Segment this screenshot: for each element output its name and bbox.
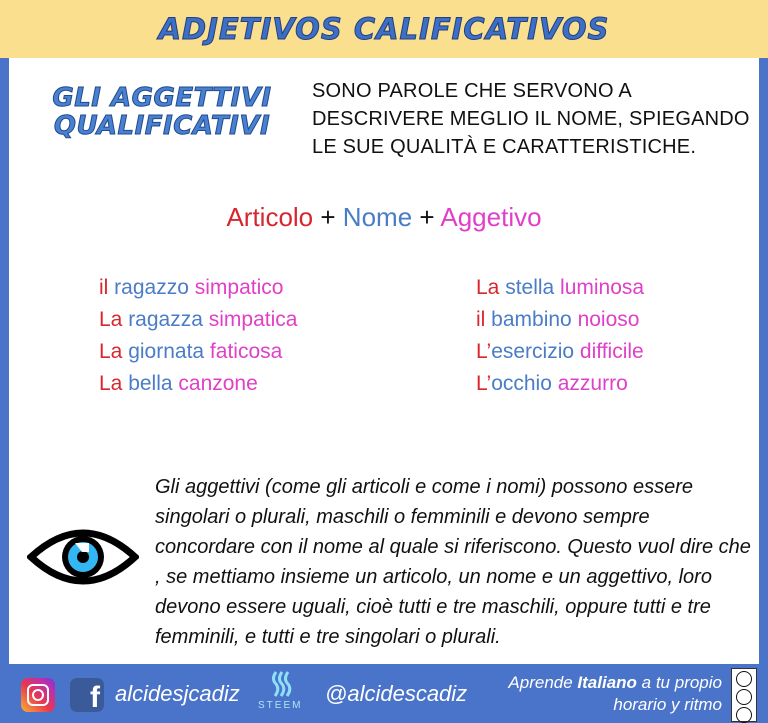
steem-label: STEEM (258, 700, 303, 711)
example-article: il (476, 308, 486, 331)
side-title-line1: GLI AGGETTIVI (52, 83, 272, 113)
formula-articolo: Articolo (226, 202, 314, 232)
slogan-line1: Aprende Italiano a tu propio (508, 673, 722, 692)
definition-text: SONO PAROLE CHE SERVONO A DESCRIVERE MEGLIO IL NOME, SPIEGANDO LE SUE QUALITÀ E CARATTERISTICHE. (312, 80, 750, 158)
example-row (99, 304, 297, 336)
example-row (476, 304, 644, 336)
example-noun: stella (499, 276, 555, 299)
example-article: La (99, 308, 123, 331)
facebook-icon[interactable]: f (70, 678, 104, 712)
content-card (9, 58, 759, 664)
slogan (476, 672, 722, 716)
example-article: L’ (476, 372, 492, 395)
example-adjective: azzurro (551, 372, 628, 395)
examples-left (99, 272, 297, 400)
example-adjective: simpatico (188, 276, 284, 299)
formula-nome: Nome (342, 202, 413, 232)
example-adjective: simpatica (202, 308, 298, 331)
example-adjective: luminosa (554, 276, 645, 299)
instagram-icon[interactable] (21, 678, 55, 712)
example-article: il (99, 276, 109, 299)
example-article: La (476, 276, 500, 299)
example-article: La (99, 340, 123, 363)
footer (0, 664, 768, 721)
header-title: ADJETIVOS CALIFICATIVOS (158, 12, 610, 46)
example-row (99, 368, 297, 400)
example-adjective: faticosa (204, 340, 283, 363)
slogan-line2: horario y ritmo (613, 695, 722, 714)
example-noun: giornata (122, 340, 205, 363)
side-title-line2: QUALIFICATIVI (53, 111, 271, 141)
example-article: L’ (476, 340, 492, 363)
steem-handle[interactable]: @alcidescadiz (325, 681, 468, 706)
example-noun: occhio (491, 372, 552, 395)
example-adjective: noioso (571, 308, 640, 331)
creative-commons-icon (731, 668, 757, 722)
examples-right (476, 272, 644, 400)
example-noun: ragazzo (108, 276, 189, 299)
example-row (476, 368, 644, 400)
example-noun: bella (122, 372, 173, 395)
formula-plus: + (419, 202, 435, 232)
example-row (99, 272, 297, 304)
example-row (476, 272, 644, 304)
example-noun: ragazza (122, 308, 203, 331)
example-article: La (99, 372, 123, 395)
facebook-handle[interactable]: alcidesjcadiz (115, 681, 240, 706)
steem-icon[interactable] (270, 670, 294, 698)
formula-plus: + (320, 202, 336, 232)
formula (9, 202, 759, 233)
side-title (27, 84, 297, 140)
formula-aggettivo: Aggetivo (440, 202, 542, 232)
example-adjective: difficile (574, 340, 644, 363)
example-row (476, 336, 644, 368)
example-noun: bambino (485, 308, 572, 331)
example-noun: esercizio (491, 340, 575, 363)
note-text: Gli aggettivi (come gli articoli e come i nomi) possono essere singolari o plurali, maschili o femminili e devono sempre concordare con il nome al quale si riferiscono. Questo vuol dire che , se mettiamo insieme un articolo, un nome e un aggettivo, loro devono essere uguali, cioè tutti e tre maschili, oppure tutti e tre femminili, e tutti e tre singolari o plurali. (155, 476, 751, 648)
example-row (99, 336, 297, 368)
header-banner (0, 0, 768, 58)
eye-icon (27, 521, 139, 593)
example-adjective: canzone (172, 372, 258, 395)
